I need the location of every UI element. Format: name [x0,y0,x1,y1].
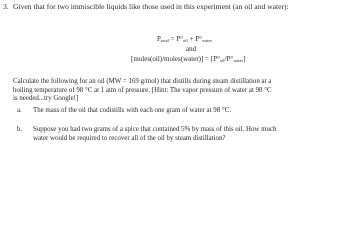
sub-question-label: b. [17,126,23,133]
sub-question-label: a. [17,107,22,114]
eq2-water-sub: water [233,58,244,63]
sub-question-text-cont: water would be required to recover all of the oil by steam distillation? [33,134,226,142]
question-number: 3. [3,2,9,11]
eq1-oil-sub: oil [183,38,188,43]
question-intro: Given that for two immiscible liquids like those used in this experiment (an oil and water): [13,2,289,11]
sub-question-b [17,126,276,143]
eq1-p: P [157,35,161,43]
eq1-plus: + P° [187,35,202,43]
sub-question-text: The mass of the oil that codistills with each one gram of water at 98 °C. [33,107,231,114]
paragraph-line: is needed...try Google!] [13,95,79,103]
eq2-left: [moles(oil)/moles(water)] = [P° [131,55,220,63]
eq2-mid: /P° [224,55,234,63]
instructions-paragraph [13,78,345,104]
equation-total-pressure [157,35,212,45]
paragraph-line: boiling temperature of 98 °C at 1 atm of pressure. [Hint: The vapor pressure of water at 98 °C [13,86,272,94]
eq1-equals: = P° [168,35,184,43]
paragraph-line: Calculate the following for an oil (MW = 169 g/mol) that distills during steam distillation at a [13,78,272,85]
eq2-oil-sub: oil [219,58,225,63]
equation-and: and [186,45,197,53]
equation-mole-ratio [131,55,246,65]
sub-question-a [17,107,231,116]
eq1-water-sub: water [201,38,212,43]
eq1-total-sub: total [160,38,169,43]
eq2-right: ] [243,55,246,63]
sub-question-text: Suppose you had two grams of a spice that contained 5% by mass of this oil. How much [33,126,277,133]
